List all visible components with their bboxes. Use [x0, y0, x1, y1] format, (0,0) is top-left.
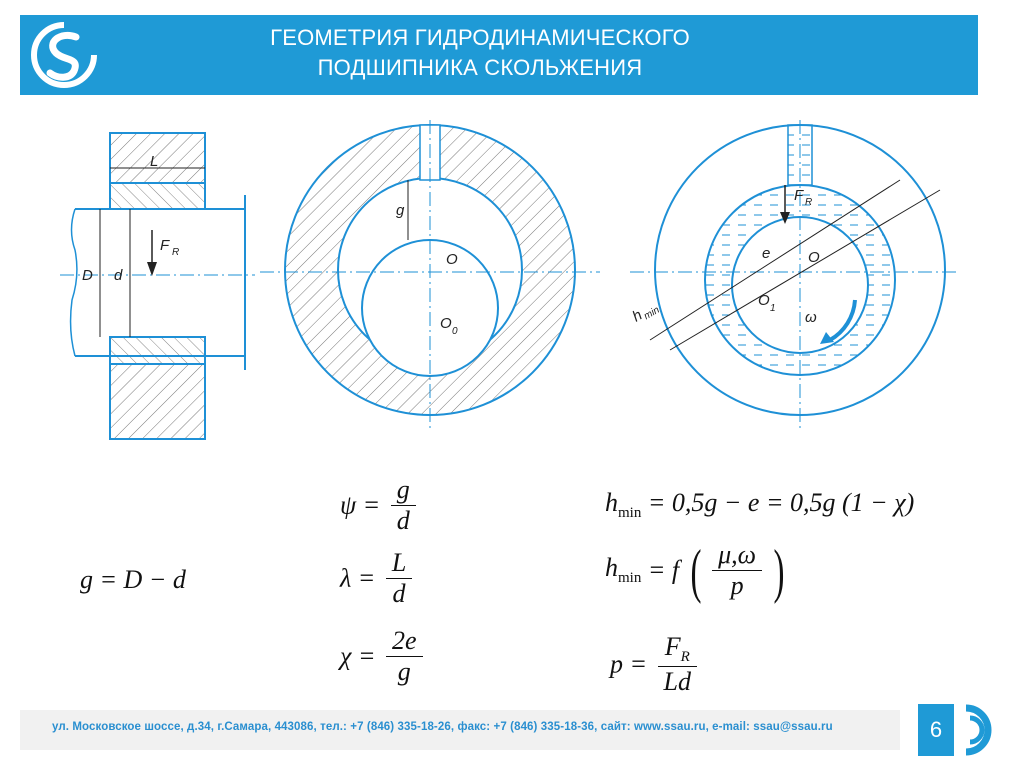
hmin1-h: h [605, 488, 618, 517]
footer-logo-icon [956, 704, 1008, 756]
page-number: 6 [918, 704, 954, 756]
formula-psi [340, 475, 416, 536]
label-d: d [114, 267, 123, 284]
footer-bar [20, 710, 900, 750]
lambda-lhs: λ = [340, 563, 376, 593]
label-F: F [160, 237, 170, 254]
label-e: e [762, 245, 771, 262]
label-O: O [446, 251, 458, 268]
chi-den: g [397, 657, 411, 686]
side-section-view [60, 133, 255, 439]
label-g: g [396, 202, 405, 219]
bearing-drawing [0, 100, 1024, 450]
eccentric-bearing-view [630, 120, 961, 430]
psi-den: d [396, 506, 410, 535]
label-omega: ω [805, 309, 817, 326]
hmin2-h: h [605, 553, 618, 583]
label-hmin-sub: min [642, 304, 662, 323]
label-O1-sub: 1 [770, 303, 776, 314]
hmin2-sub: min [618, 570, 642, 587]
title-line-2: ПОДШИПНИКА СКОЛЬЖЕНИЯ [317, 55, 643, 80]
label-L: L [150, 153, 159, 170]
label-O0: O [440, 315, 452, 332]
lambda-num: L [386, 548, 412, 579]
hmin1-sub: min [618, 505, 642, 522]
hmin2-eq: = f [647, 555, 680, 585]
label-D: D [82, 267, 93, 284]
footer-contact-text: ул. Московское шоссе, д.34, г.Самара, 443086, тел.: +7 (846) 335-18-26, факс: +7 (846) 335-18-36, сайт: www.ssau.ru, e-mail: ssau@ssau.ru [52, 721, 833, 733]
formula-hmin-2: $h_{min} = f$ ( $\frac{\mu,\omega}{p}$ ) [605, 537, 785, 604]
lambda-den: d [392, 579, 406, 608]
psi-lhs: ψ = [340, 490, 381, 520]
label-FR-sub: R [805, 197, 813, 208]
label-O0-sub: 0 [452, 326, 458, 337]
label-O-right: O [808, 249, 820, 266]
psi-num: g [391, 475, 416, 506]
formula-chi [340, 626, 423, 687]
chi-num: 2e [386, 626, 423, 657]
hmin1-rhs: = 0,5g − e = 0,5g (1 − χ) [647, 488, 915, 517]
label-F-sub: R [172, 247, 180, 258]
concentric-bearing-view [260, 120, 600, 430]
ssau-logo-icon [30, 21, 98, 89]
slide-title [200, 23, 760, 83]
hmin2-den: p [730, 571, 744, 600]
label-FR: F [794, 187, 804, 204]
label-O1: O [758, 292, 770, 309]
p-num: F [664, 632, 681, 661]
label-hmin: h [629, 306, 646, 326]
formula-hmin-1 [605, 488, 914, 522]
formula-lambda [340, 548, 412, 609]
formula-p [610, 632, 697, 697]
p-lhs: p = [610, 649, 648, 679]
p-den: Ld [663, 667, 692, 697]
p-num-sub: R [680, 649, 690, 666]
chi-lhs: χ = [340, 641, 376, 671]
formula-g: g = D − d [80, 565, 186, 594]
header-bar [20, 15, 978, 95]
title-line-1: ГЕОМЕТРИЯ ГИДРОДИНАМИЧЕСКОГО [270, 25, 690, 50]
hmin2-num: μ,ω [712, 540, 762, 571]
